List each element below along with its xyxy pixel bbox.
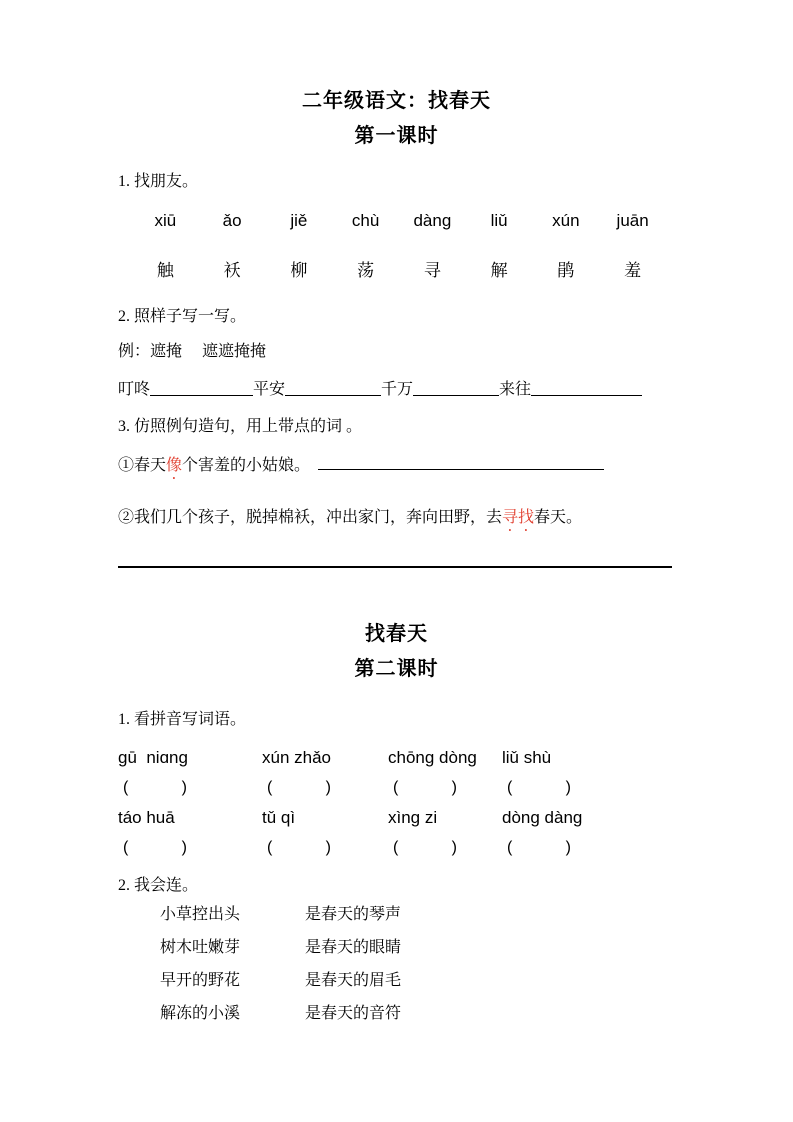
paren-open: ( xyxy=(507,779,513,796)
paren-cell xyxy=(262,776,388,799)
match-left-item: 早开的野花 xyxy=(160,972,241,989)
paren-close: ) xyxy=(181,839,187,856)
pinyin-item: juān xyxy=(616,211,649,230)
match-row xyxy=(160,1003,675,1025)
paren-cell xyxy=(262,836,388,859)
pinyin-word: xìng zi xyxy=(388,808,438,827)
lesson2-heading: 第二课时 xyxy=(354,658,439,680)
paren-open: ( xyxy=(123,779,129,796)
paren-open: ( xyxy=(393,839,399,856)
hanzi-item: 袄 xyxy=(223,261,241,280)
match-row xyxy=(160,937,675,959)
hanzi-item: 解 xyxy=(490,261,508,280)
ex2-example: 例：遮掩 遮遮掩掩 xyxy=(118,343,267,360)
paren-cell xyxy=(388,836,502,859)
ex3-sentence-1 xyxy=(118,452,675,483)
ex1-pinyin-row xyxy=(132,209,666,232)
pinyin-item: liǔ xyxy=(490,211,508,230)
answer-blank xyxy=(413,378,499,396)
fill-word: 来往 xyxy=(499,381,532,398)
hanzi-item: 荡 xyxy=(357,261,375,280)
match-right-item: 是春天的眉毛 xyxy=(305,972,402,989)
fill-item xyxy=(253,378,381,401)
paren-close: ) xyxy=(325,839,331,856)
fill-word: 叮咚 xyxy=(118,381,151,398)
ex3-sentence-2 xyxy=(118,507,675,535)
match-right-item: 是春天的音符 xyxy=(305,1005,402,1022)
pinyin-word: dòng dàng xyxy=(502,808,583,827)
sentence-text: 个害羞的小姑娘。 xyxy=(182,457,311,474)
ex4-parens-row-1 xyxy=(118,776,675,799)
paren-close: ) xyxy=(451,839,457,856)
pinyin-item: xiū xyxy=(154,211,177,230)
ex3-label: 3. 仿照例句造句，用上带点的词 。 xyxy=(118,418,363,435)
pinyin-item: ǎo xyxy=(222,211,242,230)
sentence-text: ②我们几个孩子，脱掉棉袄，冲出家门，奔向田野，去 xyxy=(118,509,503,526)
paren-cell xyxy=(502,776,675,799)
pinyin-item: xún xyxy=(552,211,580,230)
answer-blank xyxy=(318,452,604,470)
emphasized-word: 寻找 xyxy=(502,509,535,526)
ex2-label: 2. 照样子写一写。 xyxy=(118,308,247,325)
match-left-item: 树木吐嫩芽 xyxy=(160,939,241,956)
ex4-pinyin-row-1 xyxy=(118,746,675,769)
pinyin-item: chù xyxy=(351,211,380,230)
ex4-pinyin-row-2 xyxy=(118,806,675,829)
paren-cell xyxy=(118,776,262,799)
match-left-item: 解冻的小溪 xyxy=(160,1005,241,1022)
match-row xyxy=(160,970,675,992)
paren-cell xyxy=(502,836,675,859)
pinyin-word: táo huā xyxy=(118,808,175,827)
paren-open: ( xyxy=(123,839,129,856)
fill-item xyxy=(499,378,642,401)
paren-cell xyxy=(118,836,262,859)
paren-open: ( xyxy=(267,779,273,796)
worksheet-page xyxy=(118,0,675,1036)
ex5-match-table xyxy=(160,904,675,1025)
match-right-item: 是春天的琴声 xyxy=(305,906,402,923)
paren-close: ) xyxy=(451,779,457,796)
paren-cell xyxy=(388,776,502,799)
ex5-label: 2. 我会连。 xyxy=(118,877,199,894)
fill-item xyxy=(381,378,499,401)
hanzi-item: 触 xyxy=(156,261,174,280)
ex1-hanzi-row xyxy=(132,259,666,282)
page-title: 二年级语文：找春天 xyxy=(302,90,491,112)
fill-word: 千万 xyxy=(381,381,414,398)
paren-open: ( xyxy=(393,779,399,796)
paren-open: ( xyxy=(507,839,513,856)
ex2-fill-row xyxy=(118,378,675,401)
pinyin-word: chōng dòng xyxy=(388,748,477,767)
pinyin-word: liǔ shù xyxy=(502,748,552,767)
section-divider xyxy=(118,566,672,568)
paren-close: ) xyxy=(325,779,331,796)
ex1-label: 1. 找朋友。 xyxy=(118,173,199,190)
pinyin-word: xún zhǎo xyxy=(262,748,331,767)
hanzi-item: 寻 xyxy=(423,261,441,280)
lesson2-title: 找春天 xyxy=(365,623,428,645)
paren-close: ) xyxy=(565,779,571,796)
paren-close: ) xyxy=(181,779,187,796)
pinyin-item: dàng xyxy=(413,211,452,230)
emphasized-word: 像 xyxy=(166,457,183,474)
hanzi-item: 鹃 xyxy=(557,261,575,280)
pinyin-word: gū niɑng xyxy=(118,748,188,767)
paren-close: ) xyxy=(565,839,571,856)
match-left-item: 小草控出头 xyxy=(160,906,241,923)
hanzi-item: 柳 xyxy=(290,261,308,280)
answer-blank xyxy=(531,378,642,396)
paren-open: ( xyxy=(267,839,273,856)
answer-blank xyxy=(285,378,381,396)
match-right-item: 是春天的眼睛 xyxy=(305,939,402,956)
sentence-text: ①春天 xyxy=(118,457,167,474)
hanzi-item: 羞 xyxy=(624,261,642,280)
fill-item xyxy=(118,378,253,401)
ex4-label: 1. 看拼音写词语。 xyxy=(118,711,247,728)
answer-blank xyxy=(150,378,253,396)
lesson1-heading: 第一课时 xyxy=(354,125,439,147)
sentence-text: 春天。 xyxy=(534,509,583,526)
pinyin-item: jiě xyxy=(290,211,308,230)
match-row xyxy=(160,904,675,926)
pinyin-word: tǔ qì xyxy=(262,808,296,827)
fill-word: 平安 xyxy=(253,381,286,398)
ex4-parens-row-2 xyxy=(118,836,675,859)
